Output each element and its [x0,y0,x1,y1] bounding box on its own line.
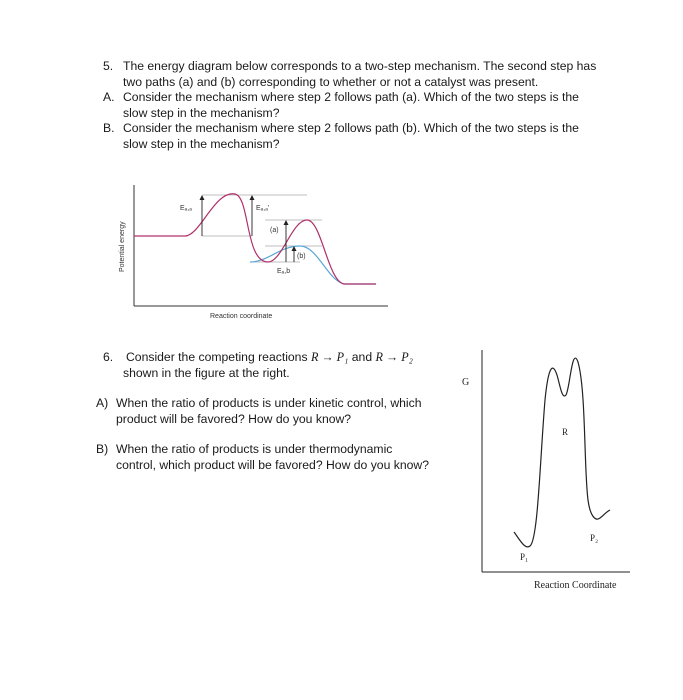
diagram2-xlabel: Reaction Coordinate [534,580,617,591]
question-6-number: 6. [103,350,114,364]
question-6-part-a-line1: When the ratio of products is under kinetic control, which [116,396,422,410]
label-p1: P₁ [520,552,529,562]
question-6-and: and [348,350,376,364]
arrow-ea-prime-head [250,195,255,200]
question-5-intro-line2: two paths (a) and (b) corresponding to whether or not a catalyst was present. [123,74,539,89]
reaction-r-to-p2: R → P₂ [375,350,413,364]
question-5-part-a-line1: Consider the mechanism where step 2 follows path (a). Which of the two steps is the [123,90,579,104]
question-5-part-b-line2: slow step in the mechanism? [123,136,280,151]
reaction-path-b [250,246,376,284]
question-6-line2: shown in the figure at the right. [123,365,290,380]
question-5-number: 5. [103,59,114,73]
arrow-path-b-head [292,246,297,251]
question-6-part-a-label: A) [96,396,109,410]
question-6-part-a-line2: product will be favored? How do you know? [116,411,352,426]
label-ea-prime: Eₐ,ₐ' [256,205,270,212]
question-6-part-b-line1: When the ratio of products is under thermodynamic [116,442,393,456]
label-p2: P₂ [590,533,599,543]
arrow-ea-step1-head [200,195,205,200]
reaction-path-a [134,194,376,284]
diagram1-ylabel: Potential energy [119,221,126,272]
label-r: R [562,427,569,437]
question-6-part-b-line2: control, which product will be favored? How do you know? [116,457,429,472]
question-6-line1 [126,350,413,366]
free-energy-curve [514,358,610,547]
question-5-part-b-label: B. [103,121,115,135]
label-ea-a: Eₐ,ₐ [180,205,192,212]
label-ea-b: Eₐ,b [277,268,291,275]
question-6-part-b-label: B) [96,442,109,456]
question-5-part-a-label: A. [103,90,115,104]
question-5-part-b-line1: Consider the mechanism where step 2 follows path (b). Which of the two steps is the [123,121,579,135]
label-path-a: (a) [270,227,279,234]
question-5-intro-line1: The energy diagram below corresponds to a two-step mechanism. The second step has [123,59,597,73]
question-6-line1-prefix: Consider the competing reactions [126,350,311,364]
label-path-b: (b) [297,253,306,260]
arrow-path-a-head [284,220,289,225]
diagram1-xlabel: Reaction coordinate [210,313,273,320]
question-5-part-a-line2: slow step in the mechanism? [123,105,280,120]
diagram2-ylabel: G [462,377,470,388]
reaction-r-to-p1: R → P₁ [310,350,349,364]
